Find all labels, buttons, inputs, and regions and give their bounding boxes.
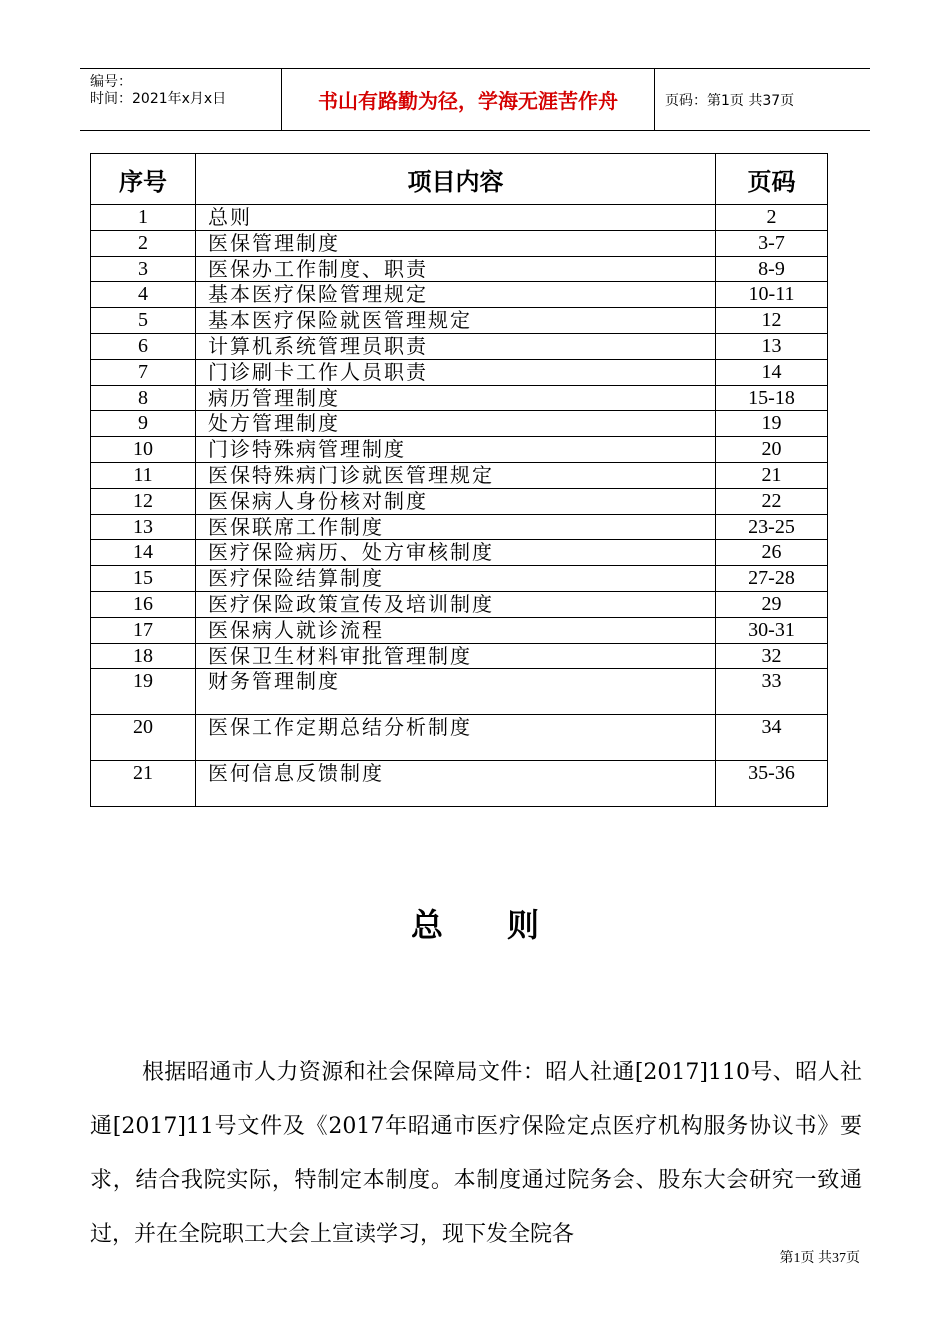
toc-row-title: 财务管理制度 — [196, 669, 716, 715]
toc-header-no: 序号 — [91, 154, 196, 205]
toc-row-page: 15-18 — [716, 385, 828, 411]
toc-row — [91, 566, 828, 592]
toc-row-title: 处方管理制度 — [196, 411, 716, 437]
toc-row-number: 18 — [91, 643, 196, 669]
toc-row — [91, 617, 828, 643]
toc-row — [91, 514, 828, 540]
toc-row — [91, 359, 828, 385]
toc-row-page: 22 — [716, 488, 828, 514]
toc-row-title: 医保工作定期总结分析制度 — [196, 715, 716, 761]
toc-row-page: 35-36 — [716, 761, 828, 807]
number-label: 编号： — [90, 74, 132, 90]
toc-row — [91, 205, 828, 231]
toc-row — [91, 282, 828, 308]
toc-row-title: 医疗保险政策宣传及培训制度 — [196, 591, 716, 617]
toc-row — [91, 540, 828, 566]
body-text — [90, 1046, 862, 1262]
toc-row — [91, 462, 828, 488]
time-label: 时间：2021年x月x日 — [90, 91, 227, 107]
toc-row — [91, 715, 828, 761]
toc-row-number: 11 — [91, 462, 196, 488]
toc-row-page: 32 — [716, 643, 828, 669]
page-footer: 第1页 共37页 — [779, 1251, 860, 1266]
toc-row-page: 10-11 — [716, 282, 828, 308]
toc-row-page: 29 — [716, 591, 828, 617]
toc-row-number: 15 — [91, 566, 196, 592]
toc-row — [91, 488, 828, 514]
toc-row-title: 医保办工作制度、职责 — [196, 256, 716, 282]
toc-row-number: 12 — [91, 488, 196, 514]
toc-row-number: 8 — [91, 385, 196, 411]
toc-row — [91, 385, 828, 411]
toc-row-title: 医保管理制度 — [196, 230, 716, 256]
header-motto: 书山有路勤为径，学海无涯苦作舟 — [282, 69, 655, 130]
toc-row-page: 3-7 — [716, 230, 828, 256]
toc-row-page: 20 — [716, 437, 828, 463]
toc-row-number: 16 — [91, 591, 196, 617]
toc-row-number: 20 — [91, 715, 196, 761]
toc-row-number: 5 — [91, 308, 196, 334]
toc-row-number: 21 — [91, 761, 196, 807]
toc-header-title: 项目内容 — [196, 154, 716, 205]
toc-row-page: 33 — [716, 669, 828, 715]
toc-row-title: 门诊刷卡工作人员职责 — [196, 359, 716, 385]
toc-row — [91, 411, 828, 437]
toc-row-number: 14 — [91, 540, 196, 566]
toc-row-title: 医何信息反馈制度 — [196, 761, 716, 807]
toc-row-number: 7 — [91, 359, 196, 385]
toc-row-title: 基本医疗保险就医管理规定 — [196, 308, 716, 334]
toc-row-number: 4 — [91, 282, 196, 308]
toc-header-page: 页码 — [716, 154, 828, 205]
toc-row — [91, 230, 828, 256]
header-page-info: 页码：第1页 共37页 — [665, 92, 795, 109]
toc-row-number: 6 — [91, 333, 196, 359]
toc-row-number: 17 — [91, 617, 196, 643]
body-paragraph: 根据昭通市人力资源和社会保障局文件：昭人社通[2017]110号、昭人社通[2017]11号文件及《2017年昭通市医疗保险定点医疗机构服务协议书》要求，结合我院实际，特制定本制度。本制度通过院务会、股东大会研究一致通过，并在全院职工大会上宣读学习，现下发全院各 — [90, 1060, 862, 1247]
toc-row-title: 医保卫生材料审批管理制度 — [196, 643, 716, 669]
toc-row-number: 13 — [91, 514, 196, 540]
toc-row-page: 30-31 — [716, 617, 828, 643]
toc-row — [91, 591, 828, 617]
toc-row — [91, 256, 828, 282]
toc-row-number: 19 — [91, 669, 196, 715]
toc-row-title: 医保联席工作制度 — [196, 514, 716, 540]
toc-row-title: 门诊特殊病管理制度 — [196, 437, 716, 463]
toc-table — [90, 153, 828, 807]
header-meta — [80, 69, 282, 130]
toc-header-row — [91, 154, 828, 205]
toc-row — [91, 669, 828, 715]
toc-row-page: 19 — [716, 411, 828, 437]
toc-row-title: 医保特殊病门诊就医管理规定 — [196, 462, 716, 488]
toc-row-title: 总则 — [196, 205, 716, 231]
toc-row — [91, 761, 828, 807]
toc-row-number: 1 — [91, 205, 196, 231]
toc-row-number: 3 — [91, 256, 196, 282]
toc-row — [91, 333, 828, 359]
toc-row-page: 8-9 — [716, 256, 828, 282]
toc-row-page: 27-28 — [716, 566, 828, 592]
toc-row-page: 12 — [716, 308, 828, 334]
toc-row-page: 34 — [716, 715, 828, 761]
section-title: 总则 — [410, 906, 603, 944]
toc-row — [91, 308, 828, 334]
toc-row-title: 医疗保险病历、处方审核制度 — [196, 540, 716, 566]
toc-row-title: 医保病人就诊流程 — [196, 617, 716, 643]
toc-row-title: 计算机系统管理员职责 — [196, 333, 716, 359]
toc-row-title: 医疗保险结算制度 — [196, 566, 716, 592]
toc-row-page: 13 — [716, 333, 828, 359]
toc-row-title: 基本医疗保险管理规定 — [196, 282, 716, 308]
toc-row-page: 2 — [716, 205, 828, 231]
toc-body — [91, 205, 828, 807]
toc-row-page: 14 — [716, 359, 828, 385]
toc-row-title: 医保病人身份核对制度 — [196, 488, 716, 514]
toc-row-title: 病历管理制度 — [196, 385, 716, 411]
toc-row-number: 10 — [91, 437, 196, 463]
toc-row-number: 2 — [91, 230, 196, 256]
toc-row — [91, 437, 828, 463]
toc-row-page: 26 — [716, 540, 828, 566]
page-header — [80, 68, 870, 131]
toc-row-page: 23-25 — [716, 514, 828, 540]
toc-row-number: 9 — [91, 411, 196, 437]
toc-row-page: 21 — [716, 462, 828, 488]
toc-row — [91, 643, 828, 669]
